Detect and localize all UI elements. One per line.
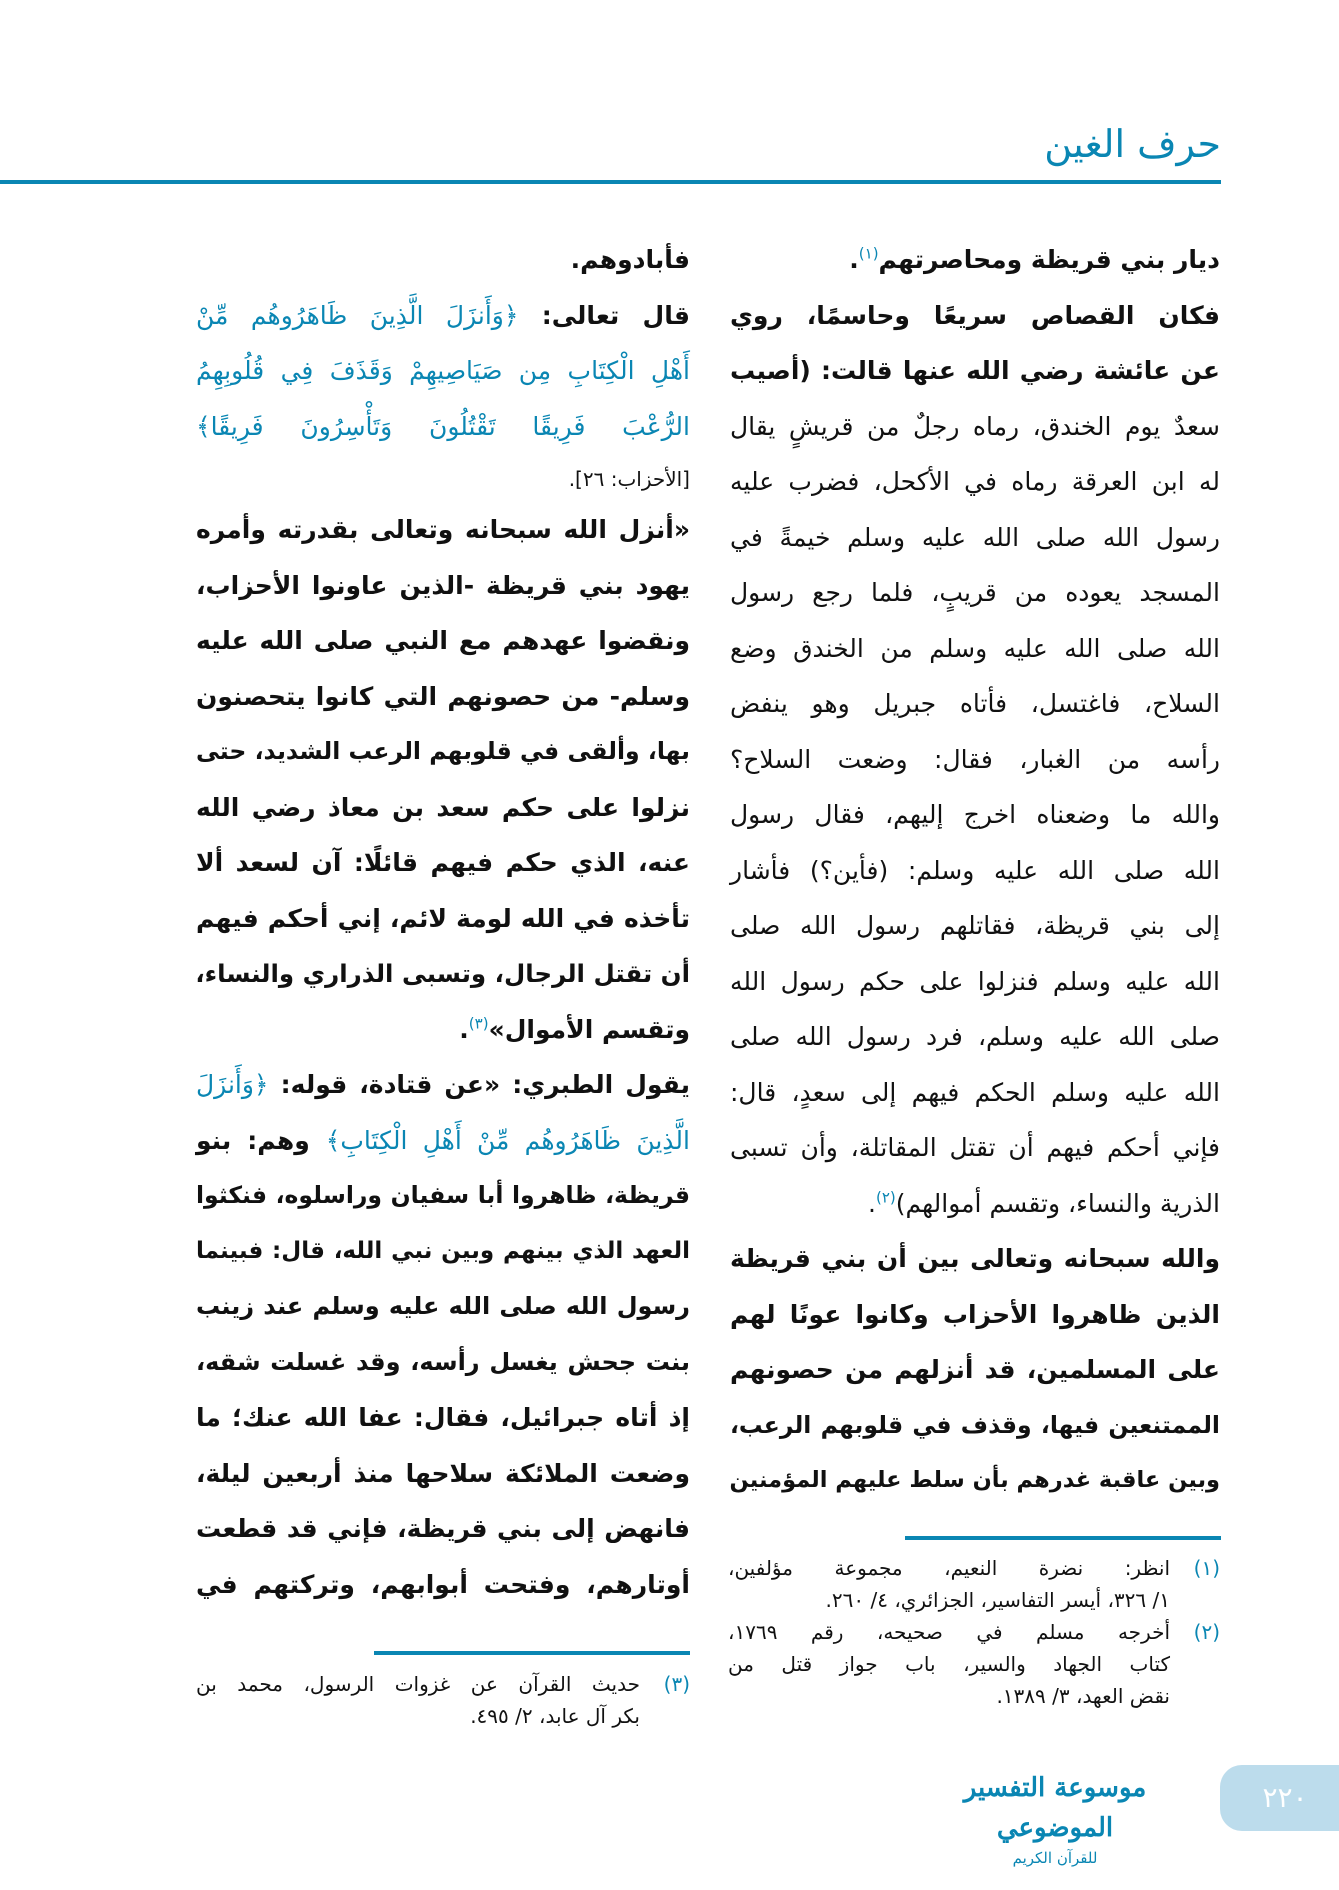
text-line: [196, 724, 690, 780]
text-line: [730, 1231, 1220, 1287]
logo-subtitle: للقرآن الكريم: [1012, 1849, 1098, 1867]
text-line: [730, 676, 1220, 732]
text-segment: الذرية والنساء، وتقسم أموالهم): [895, 1188, 1220, 1218]
footnote-ref: (٣): [468, 1014, 489, 1033]
text-line: [730, 732, 1220, 788]
footnote-separator-left: [374, 1651, 690, 1655]
footnote-text: نقض العهد، ٣/ ١٣٨٩.: [996, 1684, 1170, 1708]
text-line: [730, 565, 1220, 621]
header-rule: [0, 180, 1221, 184]
footnote-text: كتاب الجهاد والسير، باب جواز قتل من: [728, 1652, 1170, 1676]
text-line: [730, 843, 1220, 899]
text-line: [196, 454, 690, 502]
logo-title: موسوعة التفسير الموضوعي: [963, 1773, 1147, 1843]
quran-verse: ﴿وَأَنزَلَ: [196, 1070, 269, 1099]
footnotes-left: [196, 1668, 690, 1732]
text-line: [730, 898, 1220, 954]
text-segment: العهد الذي بينهم وبين نبي الله، قال: فبينما: [196, 1237, 690, 1264]
text-line: [730, 510, 1220, 566]
text-line: [196, 1168, 690, 1224]
text-segment: الله عليه وسلم الحكم فيهم إلى سعدٍ، قال:: [730, 1077, 1220, 1107]
page-number: ٢٢٠: [1262, 1781, 1308, 1814]
text-line: [196, 1335, 690, 1391]
text-line: [730, 288, 1220, 344]
text-line: [730, 343, 1220, 399]
footnote-number: (٣): [663, 1672, 690, 1696]
footnote-line: [728, 1552, 1220, 1584]
text-line: [196, 1446, 690, 1502]
text-segment: تأخذه في الله لومة لائم، إني أحكم فيهم: [196, 903, 690, 933]
text-segment: نزلوا على حكم سعد بن معاذ رضي الله: [196, 792, 690, 822]
text-segment: وبين عاقبة غدرهم بأن سلط عليهم المؤمنين: [729, 1467, 1220, 1493]
text-segment: يهود بني قريظة -الذين عاونوا الأحزاب،: [196, 570, 690, 600]
text-segment: رأسه من الغبار، فقال: وضعت السلاح؟: [730, 744, 1220, 774]
text-segment: أوتارهم، وفتحت أبوابهم، وتركتهم في: [196, 1569, 690, 1599]
text-segment: له ابن العرقة رماه في الأكحل، فضرب عليه: [730, 467, 1220, 496]
text-line: [196, 558, 690, 614]
footnotes-right: [728, 1552, 1220, 1712]
text-line: [196, 1002, 690, 1058]
text-segment: .: [868, 1188, 876, 1218]
text-segment: الله صلى الله عليه وسلم من الخندق وضع: [730, 633, 1220, 663]
text-segment: الله عليه وسلم فنزلوا على حكم رسول الله: [730, 966, 1220, 996]
right-column: [730, 232, 1220, 1509]
footnote-text: بكر آل عابد، ٢/ ٤٩٥.: [470, 1704, 640, 1728]
text-line: [196, 1224, 690, 1280]
footnote-line: [728, 1648, 1220, 1680]
encyclopedia-logo: [930, 1768, 1180, 1868]
chapter-title: حرف الغين: [1044, 122, 1221, 166]
text-line: [196, 780, 690, 836]
text-segment: أن تقتل الرجال، وتسبى الذراري والنساء،: [195, 959, 690, 988]
text-segment: [الأحزاب: ٢٦].: [568, 467, 690, 491]
footnote-line: [196, 1700, 690, 1732]
text-segment: وتقسم الأموال»: [488, 1014, 690, 1044]
text-line: [730, 954, 1220, 1010]
text-segment: السلاح، فاغتسل، فأتاه جبريل وهو ينفض: [730, 689, 1220, 718]
text-line: [196, 1390, 690, 1446]
text-line: [196, 502, 690, 558]
text-line: [196, 1279, 690, 1335]
text-line: [730, 1342, 1220, 1398]
text-segment: على المسلمين، قد أنزلهم من حصونهم: [730, 1355, 1220, 1384]
text-segment: عن عائشة رضي الله عنها قالت: (أصيب: [730, 356, 1220, 385]
text-line: [730, 1176, 1220, 1232]
footnote-line: [728, 1680, 1220, 1712]
text-line: [196, 288, 690, 344]
text-segment: الله صلى الله عليه وسلم: (فأين؟) فأشار: [730, 855, 1220, 885]
text-line: [730, 1065, 1220, 1121]
text-segment: فانهض إلى بني قريظة، فإني قد قطعت: [196, 1514, 690, 1543]
text-segment: يقول الطبري: «عن قتادة، قوله:: [268, 1070, 690, 1099]
text-line: [196, 1501, 690, 1557]
text-line: [196, 1057, 690, 1113]
text-segment: ديار بني قريظة ومحاصرتهم: [878, 245, 1220, 274]
text-segment: الممتنعين فيها، وقذف في قلوبهم الرعب،: [730, 1410, 1220, 1439]
text-segment: المسجد يعوده من قريبٍ، فلما رجع رسول: [730, 578, 1220, 607]
quran-verse: أَهْلِ الْكِتَابِ مِن صَيَاصِيهِمْ وَقَذَفَ فِي قُلُوبِهِمُ: [196, 356, 690, 385]
footnote-number: (١): [1193, 1556, 1220, 1580]
footnote-text: حديث القرآن عن غزوات الرسول، محمد بن: [196, 1672, 640, 1696]
text-line: [730, 1120, 1220, 1176]
text-line: [730, 1009, 1220, 1065]
text-line: [730, 1453, 1220, 1509]
footnote-line: [196, 1668, 690, 1700]
text-segment: قال تعالى:: [518, 300, 691, 330]
text-line: [196, 891, 690, 947]
text-segment: .: [849, 245, 859, 274]
text-line: [730, 621, 1220, 677]
text-segment: والله سبحانه وتعالى بين أن بني قريظة: [730, 1244, 1220, 1273]
text-segment: .: [459, 1014, 469, 1044]
text-segment: صلى الله عليه وسلم، فرد رسول الله صلى: [730, 1022, 1220, 1051]
text-segment: سعدٌ يوم الخندق، رماه رجلٌ من قريشٍ يقال: [730, 411, 1220, 441]
quran-verse: الرُّعْبَ فَرِيقًا تَقْتُلُونَ وَتَأْسِرُونَ فَرِيقًا﴾: [196, 411, 690, 441]
text-segment: فأبادوهم.: [570, 245, 690, 274]
text-segment: والله ما وضعناه اخرج إليهم، فقال رسول: [730, 800, 1220, 829]
text-line: [730, 232, 1220, 288]
text-segment: فكان القصاص سريعًا وحاسمًا، روي: [730, 300, 1220, 330]
text-segment: قريظة، ظاهروا أبا سفيان وراسلوه، فنكثوا: [196, 1181, 690, 1209]
quran-verse: ﴿وَأَنزَلَ الَّذِينَ ظَاهَرُوهُم مِّنْ: [196, 300, 519, 330]
quran-verse: الَّذِينَ ظَاهَرُوهُم مِّنْ أَهْلِ الْكِتَابِ﴾: [325, 1125, 690, 1155]
left-column: [196, 232, 690, 1612]
text-segment: وضعت الملائكة سلاحها منذ أربعين ليلة،: [196, 1458, 690, 1488]
footnote-text: انظر: نضرة النعيم، مجموعة مؤلفين،: [728, 1556, 1170, 1580]
text-line: [196, 232, 690, 288]
text-segment: إلى بني قريظة، فقاتلهم رسول الله صلى: [730, 911, 1220, 940]
text-line: [196, 669, 690, 725]
footnote-ref: (١): [858, 244, 879, 263]
text-segment: عنه، الذي حكم فيهم قائلًا: آن لسعد ألا: [196, 848, 690, 877]
text-segment: فإني أحكم فيهم أن تقتل المقاتلة، وأن تسبى: [730, 1133, 1220, 1162]
text-line: [196, 1557, 690, 1613]
text-line: [730, 399, 1220, 455]
text-line: [196, 1113, 690, 1169]
text-segment: الذين ظاهروا الأحزاب وكانوا عونًا لهم: [730, 1299, 1220, 1329]
footnote-text: أخرجه مسلم في صحيحه، رقم ١٧٦٩،: [728, 1620, 1170, 1644]
footnote-line: [728, 1584, 1220, 1616]
text-line: [730, 454, 1220, 510]
footnote-text: ١/ ٣٢٦، أيسر التفاسير، الجزائري، ٤/ ٢٦٠.: [825, 1588, 1170, 1612]
text-segment: وسلم- من حصونهم التي كانوا يتحصنون: [196, 681, 690, 711]
text-line: [730, 1287, 1220, 1343]
text-line: [196, 946, 690, 1002]
text-line: [196, 835, 690, 891]
text-segment: وهم: بنو: [196, 1125, 326, 1155]
text-line: [196, 343, 690, 399]
text-line: [196, 399, 690, 455]
text-segment: رسول الله صلى الله عليه وسلم خيمةً في: [730, 522, 1220, 552]
text-line: [196, 613, 690, 669]
text-segment: ونقضوا عهدهم مع النبي صلى الله عليه: [196, 626, 690, 655]
text-segment: بنت جحش يغسل رأسه، وقد غسلت شقه،: [196, 1347, 690, 1376]
text-segment: رسول الله صلى الله عليه وسلم عند زينب: [196, 1292, 690, 1320]
footnote-number: (٢): [1193, 1620, 1220, 1644]
footnote-separator-right: [905, 1536, 1221, 1540]
text-segment: «أنزل الله سبحانه وتعالى بقدرته وأمره: [196, 515, 690, 544]
footnote-ref: (٢): [875, 1188, 896, 1207]
text-segment: إذ أتاه جبرائيل، فقال: عفا الله عنك؛ ما: [196, 1403, 690, 1432]
page-number-badge: [1220, 1765, 1339, 1831]
text-line: [730, 787, 1220, 843]
text-line: [730, 1398, 1220, 1454]
text-segment: بها، وألقى في قلوبهم الرعب الشديد، حتى: [196, 737, 690, 765]
footnote-line: [728, 1616, 1220, 1648]
